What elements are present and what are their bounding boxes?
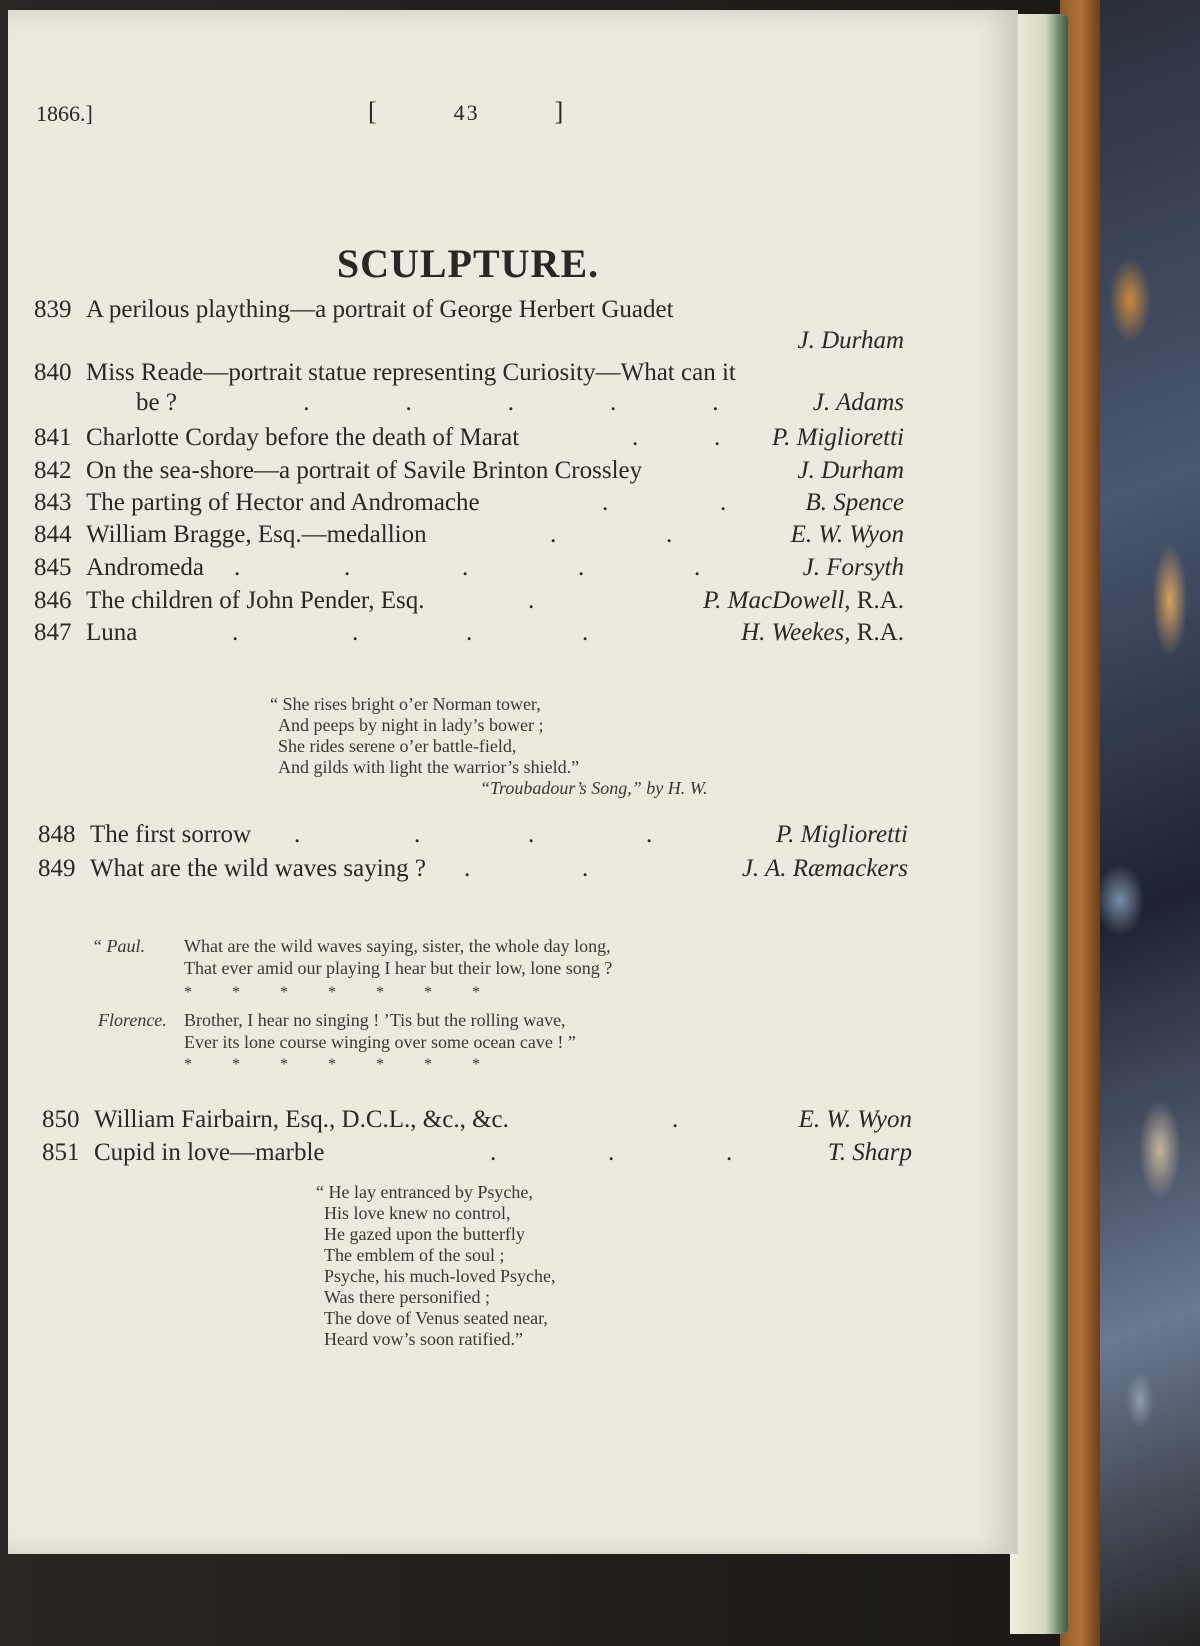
catalogue-entry: 843 The parting of Hector and Andromache . . B. Spence <box>34 489 904 516</box>
star-divider: * * * * * * * <box>184 984 480 1001</box>
marbled-endpaper <box>1090 0 1200 1646</box>
catalogue-entry: 842 On the sea-shore—a portrait of Savile Brinton Crossley J. Durham <box>34 457 904 484</box>
catalogue-entry: 841 Charlotte Corday before the death of Marat . . P. Miglioretti <box>34 424 904 451</box>
catalogue-entry: 844 William Bragge, Esq.—medallion . . E. W. Wyon <box>34 521 904 548</box>
verse-cupid: “ He lay entranced by Psyche, His love knew no control, He gazed upon the butterfly The emblem of the soul ; Psyche, his much-loved Psyche, Was there personified ; The dove of Venus seated near, Heard vow’s soon ratified.” <box>316 1182 556 1349</box>
catalogue-entry: 848 The first sorrow . . . . P. Miglioretti <box>38 821 908 848</box>
book-page: 1866.] [ 43 ] SCULPTURE. 839 A perilous plaything—a portrait of George Herbert Guadet J. Durham 840 Miss Reade—portrait statue representing Curiosity—What can it be ? ..... J. Adams 841 Charlotte Corday before the death of Marat . . P. Miglioretti 842 On the sea-shore—a portrait of Savile Brinton Crossley J. Durham 843 The parting of Hector and Andromache . . B. Spence 844 William Bragge, Esq.—medallion . . E. W. Wyon 845 Andromeda . . . . . J. Forsyth 846 The children of John Pender, Esq. . P. MacDowell, R.A. 847 Luna . . . . H. Weekes, R.A. “ She rises bright o’er Norman tower, And peeps by night in lady’s bower ; She rides serene o’er battle-field, And gilds with light the warrior’s shield.” “Troubadour’s Song,” by H. W. 848 The first sorrow . . . . P. Miglioretti 849 What are the wild waves saying ? . . J. A. Ræmackers “ Paul. What are the wild waves saying, sister, the whole day long, That ever amid our playing I hear but their low, lone song ? * * * * * * * Florence. Brother, I hear no singing ! ’Tis but the rolling wave, Ever its lone course winging over some ocean cave ! ” * * * * * * * 850 William Fairbairn, Esq., D.C.L., &c., &c. . E. W. Wyon 851 Cupid in love—marble . . . T. Sharp “ He lay entranced by Psyche, His love knew no control, He gazed upon the butterfly The emblem of the soul ; Psyche, his much-loved Psyche, Was there personified ; The dove of Venus seated near, Heard vow’s soon ratified.” <box>8 10 1018 1554</box>
catalogue-entry: 849 What are the wild waves saying ? . . J. A. Ræmackers <box>38 855 908 882</box>
catalogue-entry: 850 William Fairbairn, Esq., D.C.L., &c., &c. . E. W. Wyon <box>42 1106 912 1133</box>
catalogue-entry: 840 Miss Reade—portrait statue representing Curiosity—What can it <box>34 359 736 386</box>
verse-luna: “ She rises bright o’er Norman tower, And peeps by night in lady’s bower ; She rides serene o’er battle-field, And gilds with light the warrior’s shield.” “Troubadour’s Song,” by H. W. <box>270 694 708 798</box>
verse-citation: “Troubadour’s Song,” by H. W. <box>480 778 708 798</box>
star-divider: * * * * * * * <box>184 1056 480 1073</box>
catalogue-entry: 847 Luna . . . . H. Weekes, R.A. <box>34 619 904 646</box>
header-year: 1866.] <box>36 101 93 126</box>
catalogue-entry: 845 Andromeda . . . . . J. Forsyth <box>34 554 904 581</box>
catalogue-entry: 851 Cupid in love—marble . . . T. Sharp <box>42 1139 912 1166</box>
speaker-florence: Florence. <box>98 1010 167 1030</box>
catalogue-entry-continuation: be ? ..... J. Adams <box>136 389 904 416</box>
header-page-number: [ 43 ] <box>368 97 566 126</box>
catalogue-entry-artist-line: J. Durham <box>797 327 904 354</box>
speaker-paul: “ Paul. <box>92 936 146 956</box>
page-number: 43 <box>453 100 480 125</box>
catalogue-entry: 839 A perilous plaything—a portrait of George Herbert Guadet <box>34 296 674 323</box>
page-edges <box>1010 14 1068 1634</box>
page-title: SCULPTURE. <box>336 241 600 286</box>
catalogue-entry: 846 The children of John Pender, Esq. . P. MacDowell, R.A. <box>34 587 904 614</box>
